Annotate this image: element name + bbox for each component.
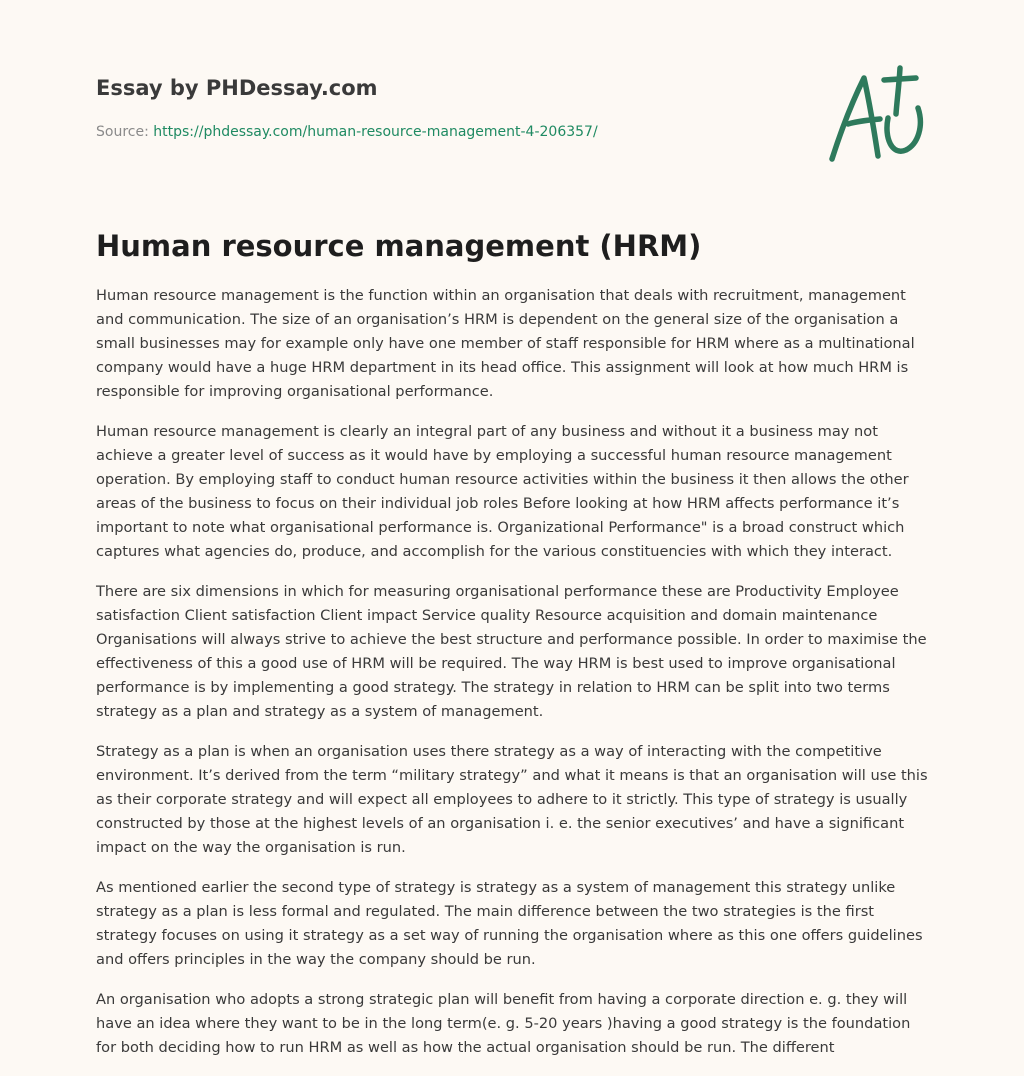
essay-paragraph: Strategy as a plan is when an organisation uses there strategy as a way of interacting with the competitive environment. It’s derived from the term “military strategy” and what it means is that an organisation will use this as their corporate strategy and will expect all employees to adhere to it strictly. This type of strategy is usually constructed by those at the highest levels of an organisation i. e. the senior executives’ and have a significant impact on the way the organisation is run. [96,743,928,856]
essay-paragraph: An organisation who adopts a strong strategic plan will benefit from having a corporate direction e. g. they will have an idea where they want to be in the long term(e. g. 5-20 years )having a good strategy is the foundation for both deciding how to run HRM as well as how the actual organisation should be run. The different [96,991,911,1056]
essay-title: Human resource management (HRM) [96,229,702,263]
source-line [96,124,598,140]
source-label: Source: [96,124,154,140]
brand-title: Essay by PHDessay.com [96,76,378,100]
source-link[interactable]: https://phdessay.com/human-resource-management-4-206357/ [153,124,598,140]
a-plus-logo-icon [824,64,928,168]
essay-paragraph: Human resource management is the function within an organisation that deals with recruitment, management and communication. The size of an organisation’s HRM is dependent on the general size of the organisation a small businesses may for example only have one member of staff responsible for HRM where as a multinational company would have a huge HRM department in its head office. This assignment will look at how much HRM is responsible for improving organisational performance. [96,287,915,400]
essay-body [96,284,928,1076]
essay-header [96,0,928,200]
essay-paragraph: Human resource management is clearly an integral part of any business and without it a business may not achieve a greater level of success as it would have by employing a successful human resource management operation. By employing staff to conduct human resource activities within the business it then allows the other areas of the business to focus on their individual job roles Before looking at how HRM affects performance it’s important to note what organisational performance is. Organizational Performance" is a broad construct which captures what agencies do, produce, and accomplish for the various constituencies with which they interact. [96,423,909,560]
essay-paragraph: As mentioned earlier the second type of strategy is strategy as a system of management this strategy unlike strategy as a plan is less formal and regulated. The main difference between the two strategies is the first strategy focuses on using it strategy as a set way of running the organisation where as this one offers guidelines and offers principles in the way the company should be run. [96,879,923,968]
essay-paragraph: There are six dimensions in which for measuring organisational performance these are Productivity Employee satisfaction Client satisfaction Client impact Service quality Resource acquisition and domain maintenance Organisations will always strive to achieve the best structure and performance possible. In order to maximise the effectiveness of this a good use of HRM will be required. The way HRM is best used to improve organisational performance is by implementing a good strategy. The strategy in relation to HRM can be split into two terms strategy as a plan and strategy as a system of management. [96,583,927,720]
